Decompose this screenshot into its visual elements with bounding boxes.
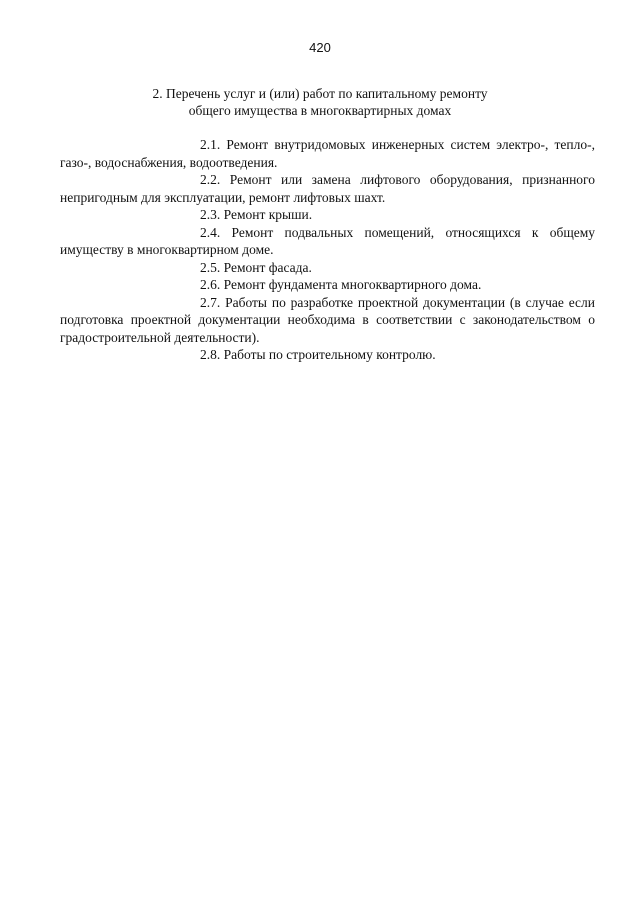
- list-item: [60, 259, 595, 277]
- item-text: Ремонт крыши.: [223, 207, 313, 222]
- list-item: [60, 346, 595, 364]
- item-number: 2.5.: [200, 259, 221, 275]
- list-item: [60, 171, 595, 206]
- item-text: Ремонт или замена лифтового оборудования, признанного непригодным для эксплуатации, ремонт лифтовых шахт.: [60, 172, 595, 205]
- section-title-line-2: общего имущества в многоквартирных домах: [188, 103, 452, 118]
- list-item: [60, 206, 595, 224]
- item-text: Работы по строительному контролю.: [223, 347, 436, 362]
- section-title-line-1: 2. Перечень услуг и (или) работ по капитальному ремонту: [152, 86, 488, 101]
- list-item: [60, 136, 595, 171]
- item-number: 2.7.: [200, 294, 221, 310]
- item-number: 2.8.: [200, 347, 221, 362]
- item-number: 2.6.: [200, 277, 221, 292]
- item-number: 2.1.: [200, 137, 221, 152]
- section-title: [60, 85, 580, 119]
- item-number: 2.3.: [200, 207, 221, 222]
- item-text: Ремонт внутридомовых инженерных систем электро-, тепло-, газо-, водоснабжения, водоотведения.: [60, 137, 596, 170]
- item-text: Работы по разработке проектной документации (в случае если подготовка проектной документации необходима в соответствии с законодательством о градостроительной деятельности).: [60, 294, 596, 345]
- list-item: [60, 224, 595, 259]
- list-item: [60, 276, 595, 294]
- services-list: [60, 136, 595, 364]
- item-number: 2.2.: [200, 172, 221, 187]
- item-text: Ремонт фундамента многоквартирного дома.: [223, 277, 482, 292]
- page-number: 420: [309, 40, 331, 55]
- list-item: [60, 294, 595, 347]
- item-text: Ремонт фасада.: [223, 259, 312, 275]
- item-number: 2.4.: [200, 224, 221, 240]
- item-text: Ремонт подвальных помещений, относящихся к общему имуществу в многоквартирном доме.: [60, 224, 595, 257]
